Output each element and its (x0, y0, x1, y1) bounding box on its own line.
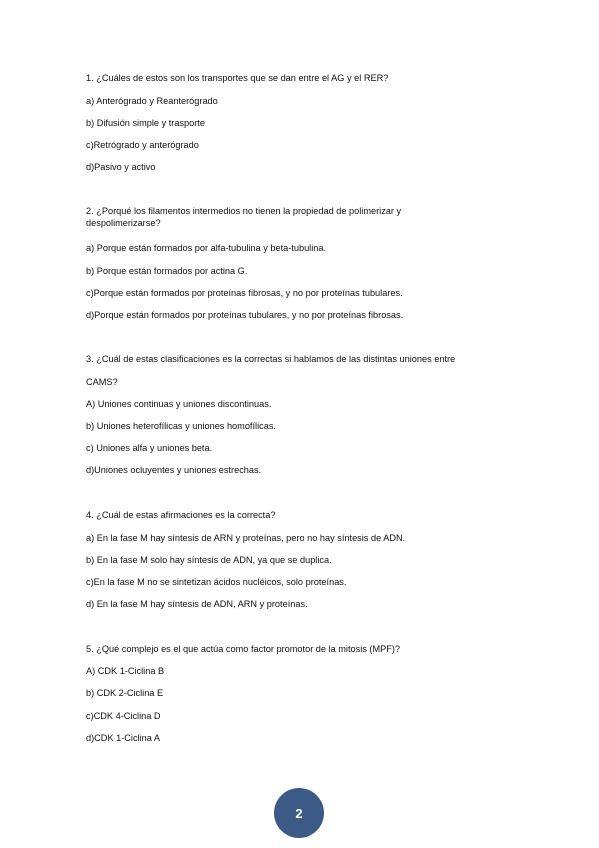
question-1-option-d: d)Pasivo y activo (86, 162, 156, 172)
question-4-option-b: b) En la fase M solo hay síntesis de ADN, ya que se duplica. (86, 555, 332, 565)
question-1-option-a: a) Anterógrado y Reanterógrado (86, 96, 218, 106)
question-3-option-b: b) Uniones heterofílicas y uniones homofílicas. (86, 421, 276, 431)
question-4-option-c: c)En la fase M no se sintetizan ácidos nucléicos, solo proteínas. (86, 577, 347, 587)
question-5-option-b: b) CDK 2-Ciclina E (86, 688, 164, 698)
question-4: 4. ¿Cuál de estas afirmaciones es la correcta? (86, 510, 276, 520)
question-5-option-c: c)CDK 4-Ciclina D (86, 711, 161, 721)
question-2-option-a: a) Porque están formados por alfa-tubulina y beta-tubulina. (86, 243, 327, 253)
question-3: 3. ¿Cuál de estas clasificaciones es la correctas si hablamos de las distintas uniones entre (86, 354, 456, 364)
question-2: 2. ¿Porqué los filamentos intermedios no tienen la propiedad de polimerizar y despolimerizarse? (86, 206, 402, 228)
question-5-option-d: d)CDK 1-Ciclina A (86, 733, 161, 743)
question-2-option-d: d)Porque están formados por proteínas tubulares, y no por proteínas fibrosas. (86, 310, 404, 320)
question-4-option-d: d) En la fase M hay síntesis de ADN, ARN y proteínas. (86, 599, 308, 609)
question-3-option-a: A) Uniones continuas y uniones discontinuas. (86, 399, 272, 409)
page-number: 2 (295, 805, 303, 821)
question-3-option-d: d)Uniones ocluyentes y uniones estrechas. (86, 465, 262, 475)
question-1: 1. ¿Cuáles de estos son los transportes que se dan entre el AG y el RER? (86, 73, 389, 83)
question-5: 5. ¿Qué complejo es el que actúa como factor promotor de la mitosis (MPF)? (86, 644, 401, 654)
question-2-option-b: b) Porque están formados por actina G. (86, 266, 248, 276)
question-3-continuation: CAMS? (86, 377, 118, 387)
page-number-badge (274, 788, 324, 838)
question-1-option-c: c)Retrógrado y anterógrado (86, 140, 199, 150)
question-5-option-a: A) CDK 1-Ciclina B (86, 666, 165, 676)
question-3-option-c: c) Uniones alfa y uniones beta. (86, 443, 213, 453)
question-4-option-a: a) En la fase M hay síntesis de ARN y proteínas, pero no hay síntesis de ADN. (86, 533, 406, 543)
question-1-option-b: b) Difusión simple y trasporte (86, 118, 205, 128)
question-2-option-c: c)Porque están formados por proteínas fibrosas, y no por proteínas tubulares. (86, 288, 403, 298)
